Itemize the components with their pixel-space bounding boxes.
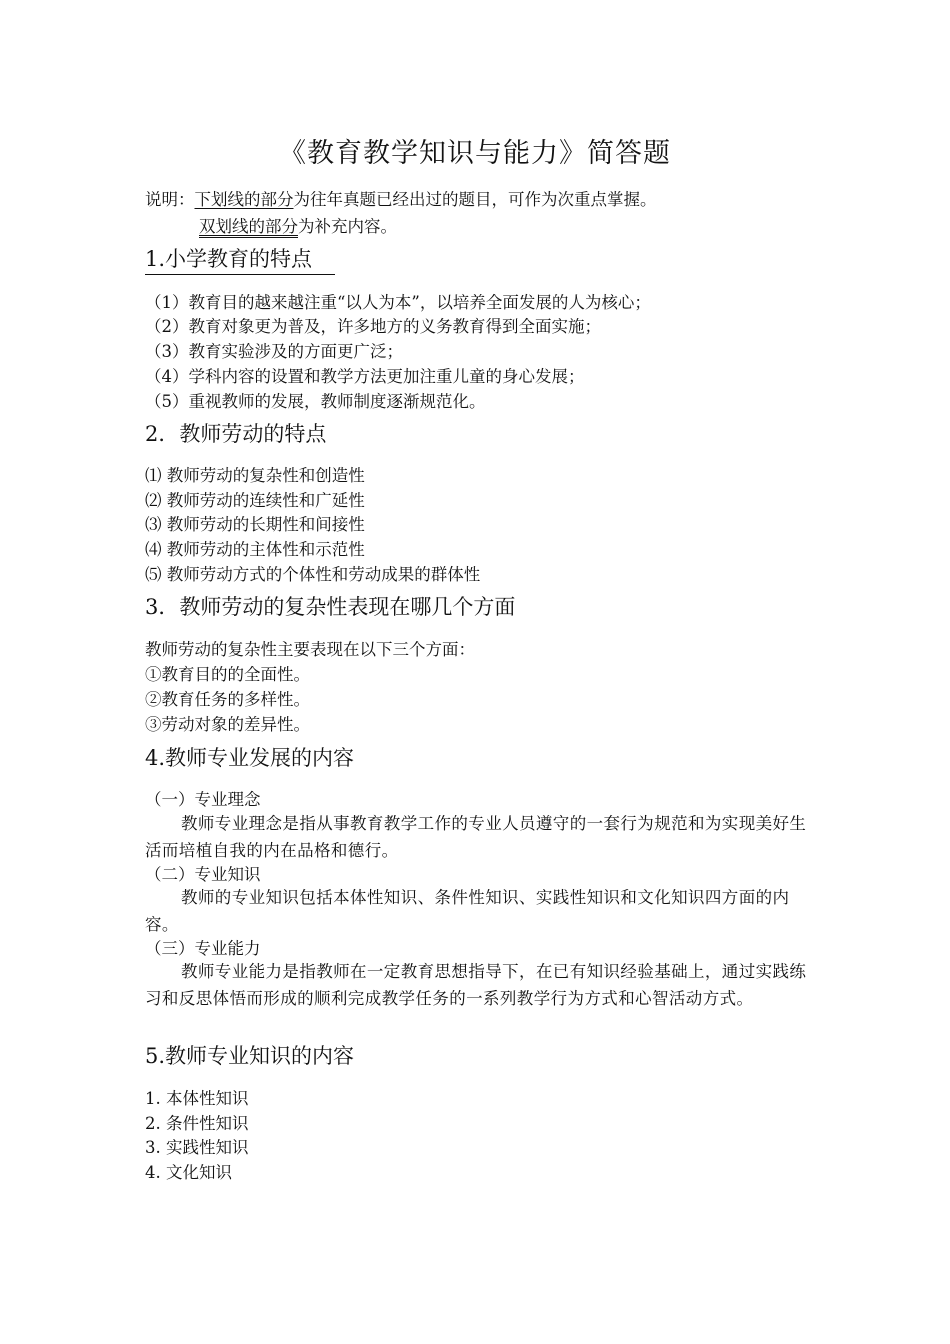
section-1-item: （1）教育目的越来越注重“以人为本”，以培养全面发展的人为核心；: [145, 293, 651, 312]
section-3-intro: 教师劳动的复杂性主要表现在以下三个方面：: [145, 640, 475, 659]
section-5-item: 2. 条件性知识: [145, 1114, 249, 1133]
section-2-item: ⑷ 教师劳动的主体性和示范性: [145, 540, 365, 559]
section-3-item: ③劳动对象的差异性。: [145, 715, 310, 734]
note-single-underline-sample: 下划线的部分: [194, 190, 294, 209]
note-double-underline-sample: 双划线的部分: [199, 217, 298, 236]
section-5-item: 4. 文化知识: [145, 1163, 232, 1182]
section-4-heading: 4.教师专业发展的内容: [145, 746, 355, 770]
section-4-part-label: （一）专业理念: [145, 790, 261, 809]
note-double-text: 为补充内容。: [298, 217, 397, 236]
section-2-item: ⑴ 教师劳动的复杂性和创造性: [145, 466, 365, 485]
note-prefix: 说明：: [145, 190, 195, 209]
section-4-part-label: （三）专业能力: [145, 939, 261, 958]
section-1-item: （5）重视教师的发展，教师制度逐渐规范化。: [145, 392, 486, 411]
section-3-heading: 3．教师劳动的复杂性表现在哪几个方面: [145, 595, 516, 619]
section-4-part-text: 教师的专业知识包括本体性知识、条件性知识、实践性知识和文化知识四方面的内容。: [145, 888, 790, 934]
section-4-part-text: 教师专业理念是指从事教育教学工作的专业人员遵守的一套行为规范和为实现美好生活而培植自我的内在品格和德行。: [145, 814, 807, 860]
section-5-item: 3. 实践性知识: [145, 1138, 249, 1157]
section-2-item: ⑵ 教师劳动的连续性和广延性: [145, 491, 365, 510]
section-2-item: ⑶ 教师劳动的长期性和间接性: [145, 515, 365, 534]
note-line-1: [145, 187, 657, 212]
section-1-heading-underline: [145, 274, 335, 275]
section-1-item: （3）教育实验涉及的方面更广泛；: [145, 342, 403, 361]
section-1-item: （4）学科内容的设置和教学方法更加注重儿童的身心发展；: [145, 367, 585, 386]
section-5-heading: 5.教师专业知识的内容: [145, 1044, 355, 1068]
section-4-part-label: （二）专业知识: [145, 865, 261, 884]
section-3-item: ①教育目的的全面性。: [145, 665, 310, 684]
section-2-heading: 2．教师劳动的特点: [145, 422, 327, 446]
section-5-item: 1. 本体性知识: [145, 1089, 249, 1108]
document-title: 《教育教学知识与能力》简答题: [279, 138, 671, 169]
note-single-text: 为往年真题已经出过的题目，可作为次重点掌握。: [293, 190, 657, 209]
note-line-2: [199, 214, 397, 239]
section-1-item: （2）教育对象更为普及，许多地方的义务教育得到全面实施；: [145, 317, 601, 336]
section-2-item: ⑸ 教师劳动方式的个体性和劳动成果的群体性: [145, 565, 481, 584]
section-3-item: ②教育任务的多样性。: [145, 690, 310, 709]
section-1-heading: 1.小学教育的特点: [145, 247, 313, 271]
section-4-part-text: 教师专业能力是指教师在一定教育思想指导下，在已有知识经验基础上，通过实践练习和反思体悟而形成的顺利完成教学任务的一系列教学行为方式和心智活动方式。: [145, 962, 807, 1008]
